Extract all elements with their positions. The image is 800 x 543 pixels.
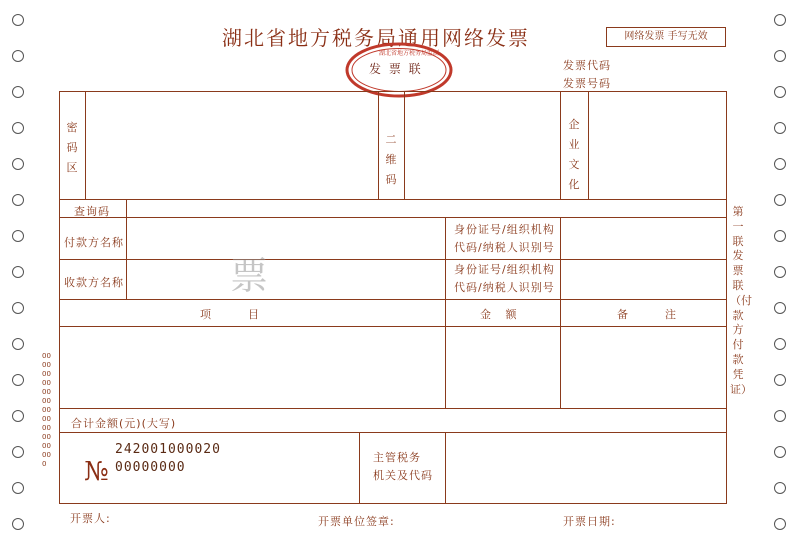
serial-number-symbol: № <box>84 457 109 487</box>
amount-header: 金 额 <box>480 308 518 321</box>
payee-id-label-line1: 身份证号/组织机构 <box>454 263 555 276</box>
remarks-header: 备 注 <box>617 308 677 321</box>
punch-hole <box>774 14 786 26</box>
punch-hole <box>774 158 786 170</box>
payee-name-label: 收款方名称 <box>64 276 124 289</box>
issuer-unit-sign-label: 开票单位签章: <box>318 515 395 528</box>
punch-hole <box>774 374 786 386</box>
seal-ring-text: 湖北省地方税务局监制 <box>379 50 440 57</box>
punch-hole <box>774 86 786 98</box>
punch-hole <box>12 158 24 170</box>
punch-hole <box>774 50 786 62</box>
punch-hole <box>774 482 786 494</box>
punch-hole <box>12 482 24 494</box>
punch-hole <box>12 230 24 242</box>
punch-hole <box>774 518 786 530</box>
watermark: 票 <box>230 254 273 298</box>
punch-hole <box>774 266 786 278</box>
punch-hole <box>774 446 786 458</box>
punch-hole <box>12 338 24 350</box>
punch-hole <box>774 194 786 206</box>
invoice-title: 湖北省地方税务局通用网络发票 <box>222 26 530 50</box>
punch-hole <box>12 266 24 278</box>
item-header: 项 目 <box>200 308 260 321</box>
online-invoice-badge: 网络发票 手写无效 <box>606 27 726 47</box>
payer-id-label-line2: 代码/纳税人识别号 <box>454 241 555 254</box>
punch-hole <box>774 302 786 314</box>
total-amount-label: 合计金额(元)(大写) <box>71 417 177 430</box>
tax-seal <box>345 42 453 98</box>
punch-hole <box>774 338 786 350</box>
invoice-number-label: 发票号码 <box>563 77 611 90</box>
punch-hole <box>12 86 24 98</box>
punch-hole <box>774 230 786 242</box>
invoice-code-label: 发票代码 <box>563 59 611 72</box>
copy-label: 第一联 发票联（付款方付款凭证） <box>730 205 752 396</box>
qr-code-label: 二维码 <box>385 133 397 186</box>
punch-hole <box>774 410 786 422</box>
payer-name-label: 付款方名称 <box>64 236 124 249</box>
side-vertical-code: 0000000000000000000000000 <box>42 352 51 468</box>
punch-hole <box>12 410 24 422</box>
seal-copy-label: 发 票 联 <box>369 62 423 76</box>
punch-hole <box>12 14 24 26</box>
tax-authority-label-line2: 机关及代码 <box>373 469 433 482</box>
issuer-label: 开票人: <box>70 512 111 525</box>
punch-hole <box>774 122 786 134</box>
punch-hole <box>12 374 24 386</box>
punch-hole <box>12 122 24 134</box>
punch-hole <box>12 302 24 314</box>
punch-hole <box>12 194 24 206</box>
company-culture-label: 企业文化 <box>568 118 580 191</box>
query-code-label: 查询码 <box>74 205 110 218</box>
issue-date-label: 开票日期: <box>563 515 616 528</box>
punch-hole <box>12 446 24 458</box>
tax-authority-label-line1: 主管税务 <box>373 451 421 464</box>
cipher-area-label: 密码区 <box>66 121 78 174</box>
serial-number: 00000000 <box>115 460 186 475</box>
payee-id-label-line2: 代码/纳税人识别号 <box>454 281 555 294</box>
serial-code: 242001000020 <box>115 442 221 457</box>
punch-hole <box>12 50 24 62</box>
payer-id-label-line1: 身份证号/组织机构 <box>454 223 555 236</box>
punch-hole <box>12 518 24 530</box>
